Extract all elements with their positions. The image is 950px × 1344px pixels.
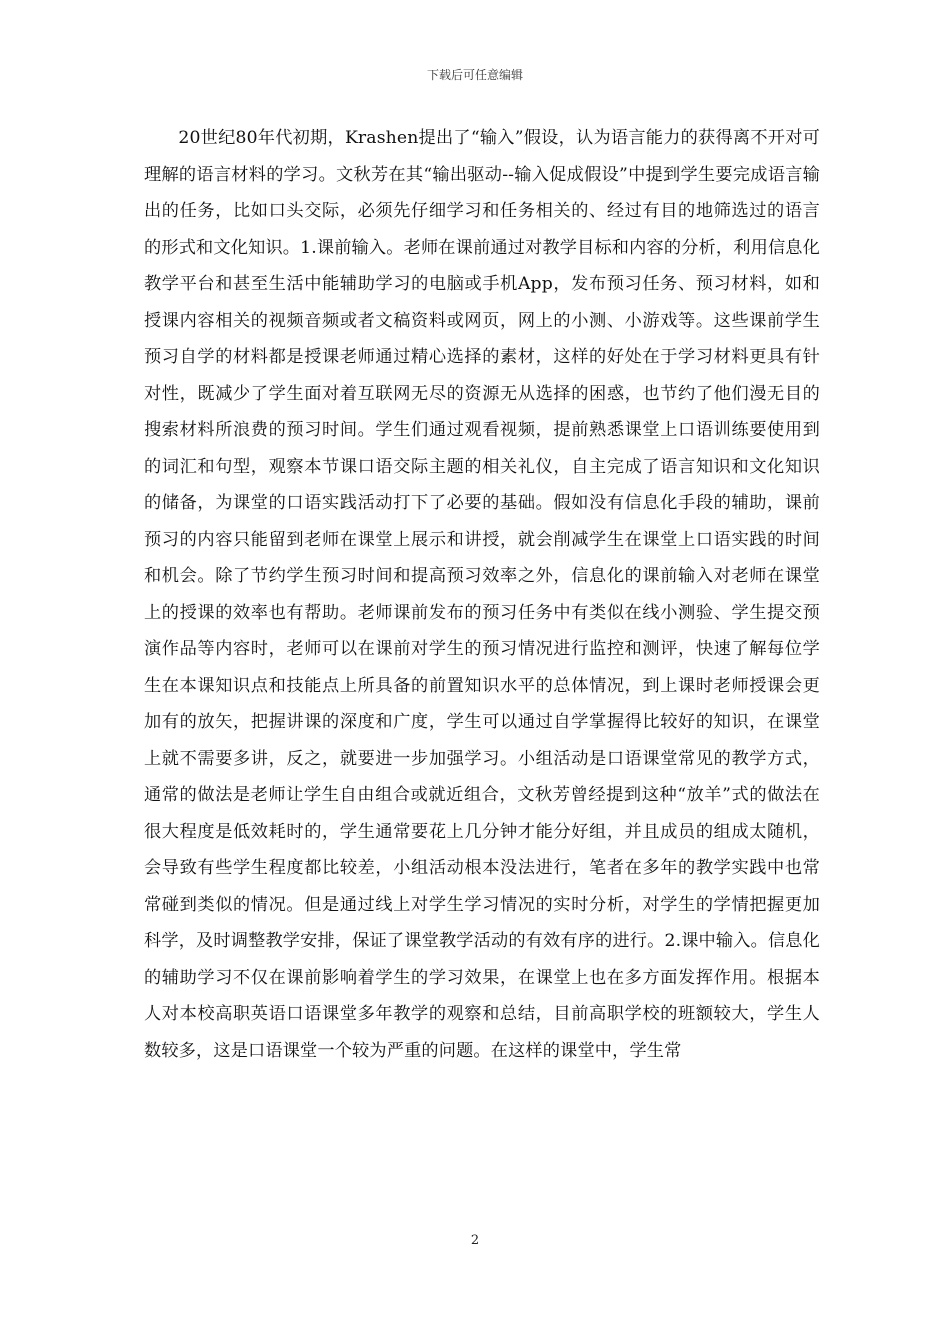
page-number: 2: [470, 1233, 480, 1248]
body-paragraph: 20世纪80年代初期，Krashen提出了“输入”假设，认为语言能力的获得离不开对可理解的语言材料的学习。文秋芳在其“输出驱动--输入促成假设”中提到学生要完成语言输出的任务，比如口头交际，必须先仔细学习和任务相关的、经过有目的地筛选过的语言的形式和文化知识。1.课前输入。老师在课前通过对教学目标和内容的分析，利用信息化教学平台和甚至生活中能辅助学习的电脑或手机App，发布预习任务、预习材料，如和授课内容相关的视频音频或者文稿资料或网页，网上的小测、小游戏等。这些课前学生预习自学的材料都是授课老师通过精心选择的素材，这样的好处在于学习材料更具有针对性，既减少了学生面对着互联网无尽的资源无从选择的困惑，也节约了他们漫无目的搜索材料所浪费的预习时间。学生们通过观看视频，提前熟悉课堂上口语训练要使用到的词汇和句型，观察本节课口语交际主题的相关礼仪，自主完成了语言知识和文化知识的储备，为课堂的口语实践活动打下了必要的基础。假如没有信息化手段的辅助，课前预习的内容只能留到老师在课堂上展示和讲授，就会削减学生在课堂上口语实践的时间和机会。除了节约学生预习时间和提高预习效率之外，信息化的课前输入对老师在课堂上的授课的效率也有帮助。老师课前发布的预习任务中有类似在线小测验、学生提交预演作品等内容时，老师可以在课前对学生的预习情况进行监控和测评，快速了解每位学生在本课知识点和技能点上所具备的前置知识水平的总体情况，到上课时老师授课会更加有的放矢，把握讲课的深度和广度，学生可以通过自学掌握得比较好的知识，在课堂上就不需要多讲，反之，就要进一步加强学习。小组活动是口语课堂常见的教学方式，通常的做法是老师让学生自由组合或就近组合，文秋芳曾经提到这种“放羊”式的做法在很大程度是低效耗时的，学生通常要花上几分钟才能分好组，并且成员的组成太随机，会导致有些学生程度都比较差，小组活动根本没法进行，笔者在多年的教学实践中也常常碰到类似的情况。但是通过线上对学生学习情况的实时分析，对学生的学情把握更加科学，及时调整教学安排，保证了课堂教学活动的有效有序的进行。2.课中输入。信息化的辅助学习不仅在课前影响着学生的学习效果，在课堂上也在多方面发挥作用。根据本人对本校高职英语口语课堂多年教学的观察和总结，目前高职学校的班额较大，学生人数较多，这是口语课堂一个较为严重的问题。在这样的课堂中，学生常: [144, 128, 820, 1061]
page-header: 下载后可任意编辑: [426, 68, 523, 82]
